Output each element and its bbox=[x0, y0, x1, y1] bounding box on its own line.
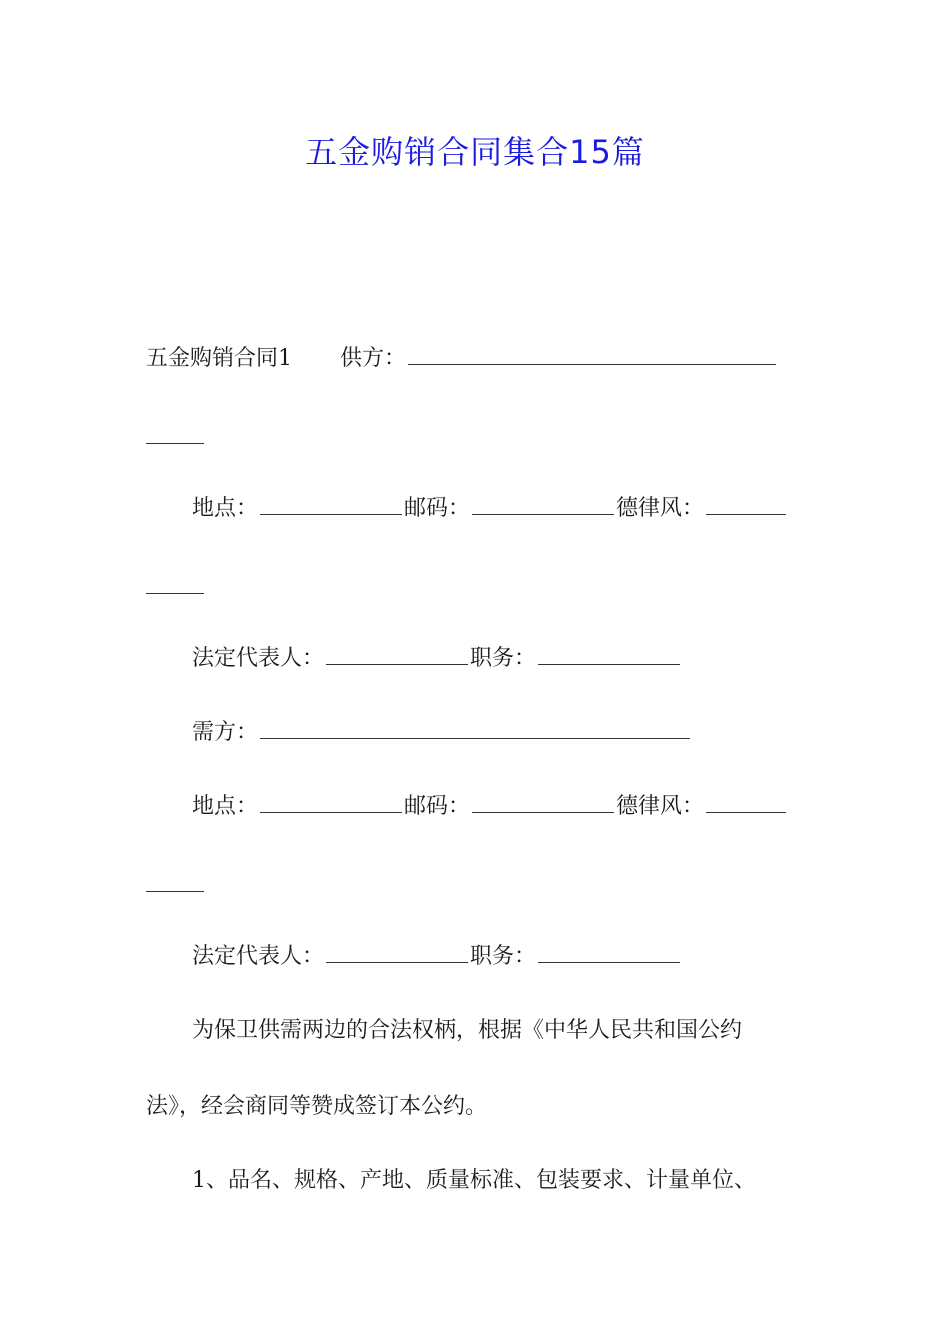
supplier-position-blank bbox=[538, 644, 680, 665]
supplier-phone-blank bbox=[706, 494, 786, 515]
buyer-phone-blank bbox=[706, 792, 786, 813]
supplier-phone-label: 德律风： bbox=[616, 496, 705, 521]
buyer-rep-blank bbox=[326, 942, 468, 963]
buyer-address-blank bbox=[260, 792, 402, 813]
buyer-postcode-blank bbox=[472, 792, 614, 813]
buyer-address-line bbox=[192, 792, 788, 822]
buyer-address-label: 地点： bbox=[192, 794, 259, 819]
supplier-rep-label: 法定代表人： bbox=[192, 646, 325, 671]
buyer-rep-line bbox=[192, 942, 682, 972]
supplier-rep-line bbox=[192, 644, 682, 674]
buyer-phone-label: 德律风： bbox=[616, 794, 705, 819]
buyer-line bbox=[192, 718, 692, 748]
buyer-label: 需方： bbox=[192, 720, 259, 745]
supplier-blank-continued bbox=[146, 442, 204, 444]
supplier-address-line bbox=[192, 494, 788, 524]
buyer-rep-label: 法定代表人： bbox=[192, 944, 325, 969]
supplier-address-blank bbox=[260, 494, 402, 515]
buyer-phone-blank-continued bbox=[146, 890, 204, 892]
body-paragraph-line-2: 法》，经会商同等赞成签订本公约。 bbox=[146, 1094, 488, 1119]
document-title: 五金购销合同集合15篇 bbox=[305, 133, 645, 171]
contract-heading: 五金购销合同1 bbox=[146, 346, 292, 371]
supplier-postcode-label: 邮码： bbox=[404, 496, 471, 521]
supplier-address-label: 地点： bbox=[192, 496, 259, 521]
buyer-position-blank bbox=[538, 942, 680, 963]
body-paragraph-line-1: 为保卫供需两边的合法权柄，根据《中华人民共和国公约 bbox=[192, 1018, 743, 1043]
buyer-postcode-label: 邮码： bbox=[404, 794, 471, 819]
clause-item-1: 1、品名、规格、产地、质量标准、包装要求、计量单位、 bbox=[192, 1168, 756, 1193]
supplier-phone-blank-continued bbox=[146, 592, 204, 594]
buyer-position-label: 职务： bbox=[470, 944, 537, 969]
supplier-postcode-blank bbox=[472, 494, 614, 515]
supplier-rep-blank bbox=[326, 644, 468, 665]
supplier-line bbox=[146, 344, 778, 374]
supplier-label: 供方： bbox=[340, 346, 407, 371]
buyer-blank bbox=[260, 718, 690, 739]
supplier-position-label: 职务： bbox=[470, 646, 537, 671]
supplier-blank bbox=[408, 344, 776, 365]
